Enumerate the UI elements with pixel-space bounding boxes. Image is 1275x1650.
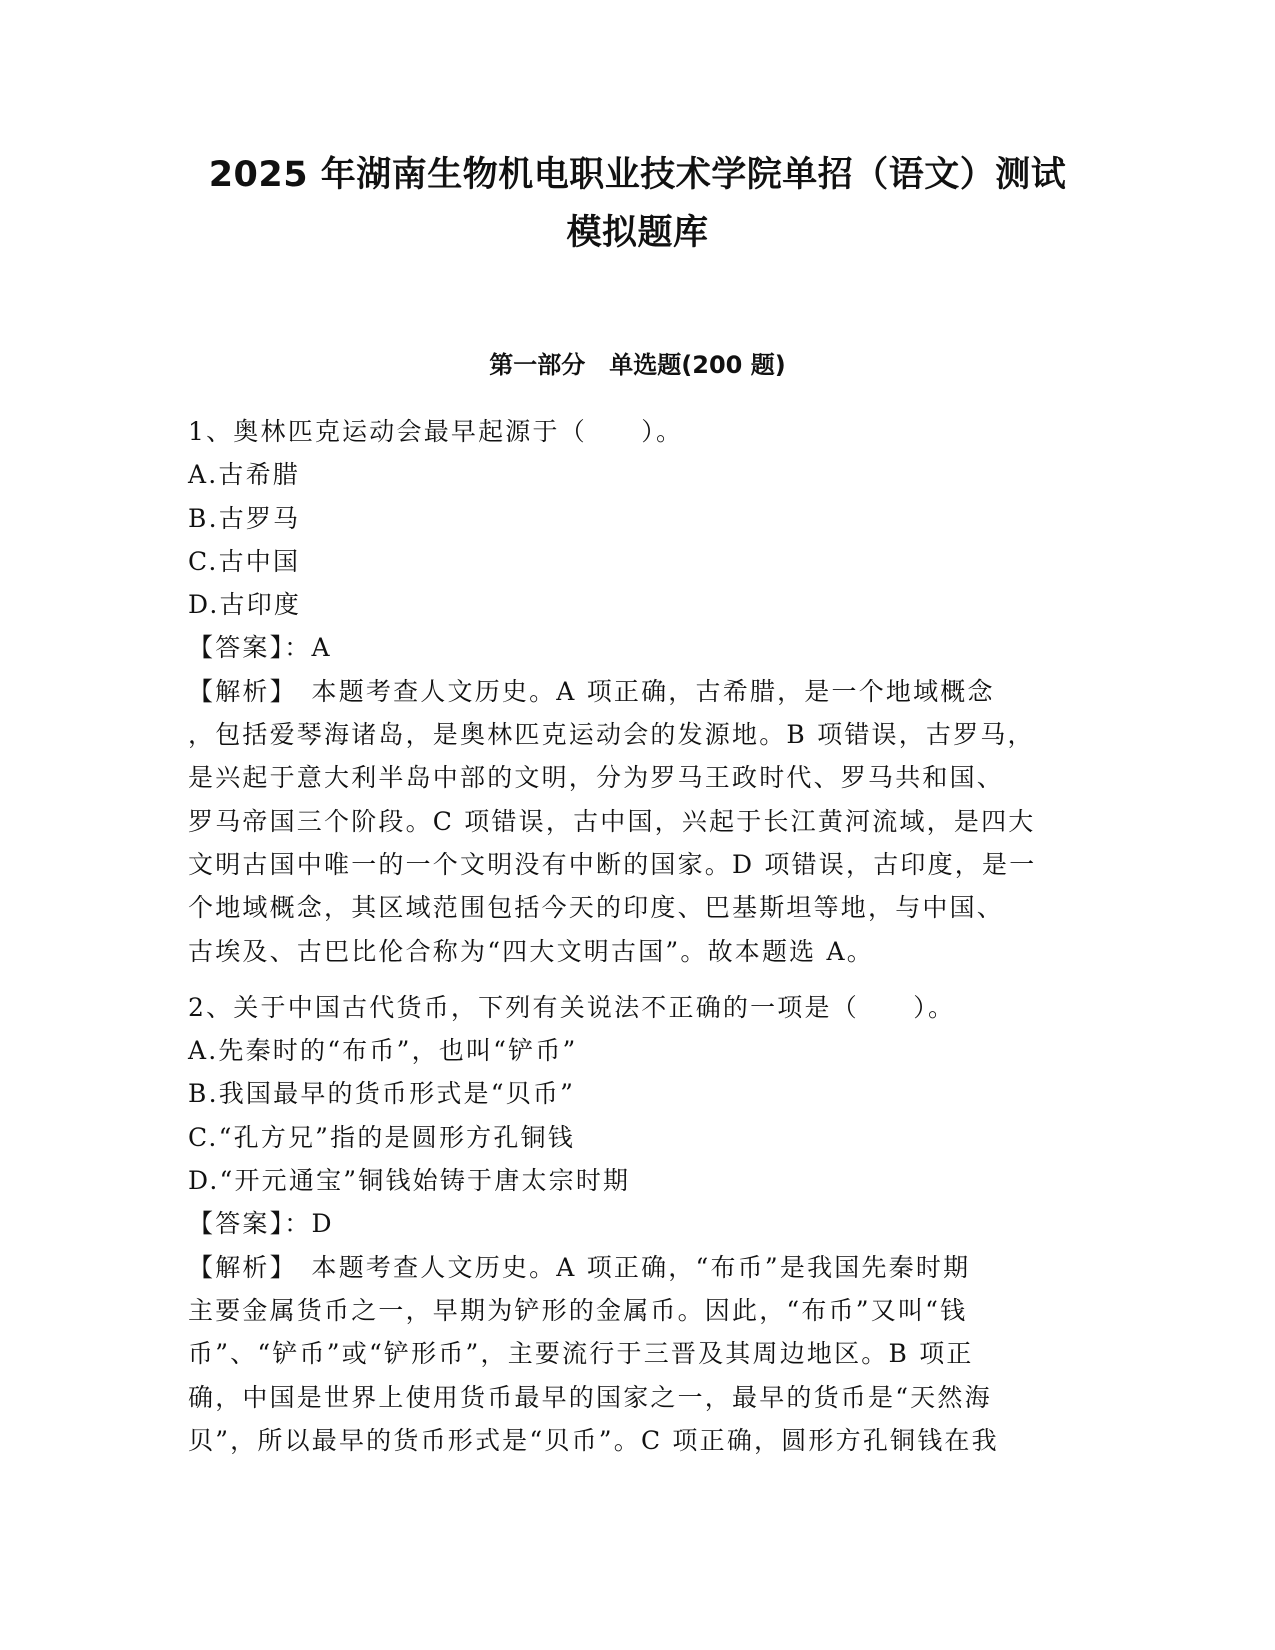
explanation-line: 【解析】 本题考查人文历史。A 项正确，古希腊，是一个地域概念: [188, 676, 995, 706]
explanation-line: 【解析】 本题考查人文历史。A 项正确，“布币”是我国先秦时期: [188, 1252, 971, 1282]
document-title-line-1: 2025 年湖南生物机电职业技术学院单招（语文）测试: [208, 155, 1067, 195]
explanation-line: 文明古国中唯一的一个文明没有中断的国家。D 项错误，古印度，是一: [188, 849, 1037, 879]
option-b: B.古罗马: [188, 503, 301, 533]
explanation-line: 个地域概念，其区域范围包括今天的印度、巴基斯坦等地，与中国、: [188, 893, 1005, 923]
question-2: [188, 986, 1093, 1462]
option-c: C.古中国: [188, 546, 301, 576]
explanation-line: 贝”，所以最早的货币形式是“贝币”。C 项正确，圆形方孔铜钱在我: [188, 1425, 999, 1455]
option-a: A.先秦时的“布币”，也叫“铲币”: [188, 1036, 578, 1066]
explanation-line: 是兴起于意大利半岛中部的文明，分为罗马王政时代、罗马共和国、: [188, 763, 1005, 793]
answer: 【答案】：A: [188, 633, 332, 663]
document-title: [150, 146, 1125, 262]
explanation-line: 主要金属货币之一，早期为铲形的金属币。因此，“布币”又叫“钱: [188, 1295, 968, 1325]
explanation-line: 币”、“铲币”或“铲形币”，主要流行于三晋及其周边地区。B 项正: [188, 1339, 974, 1369]
question-stem: 2、关于中国古代货币，下列有关说法不正确的一项是（ ）。: [188, 992, 956, 1022]
question-list: [188, 410, 1093, 1475]
explanation-line: 罗马帝国三个阶段。C 项错误，古中国，兴起于长江黄河流域，是四大: [188, 806, 1036, 836]
question-1: [188, 410, 1093, 973]
option-a: A.古希腊: [188, 460, 301, 490]
option-b: B.我国最早的货币形式是“贝币”: [188, 1079, 576, 1109]
answer: 【答案】：D: [188, 1209, 334, 1239]
section-heading: 第一部分 单选题(200 题): [489, 351, 786, 379]
explanation: [188, 1246, 1093, 1462]
explanation-line: 古埃及、古巴比伦合称为“四大文明古国”。故本题选 A。: [188, 936, 874, 966]
option-d: D.“开元通宝”铜钱始铸于唐太宗时期: [188, 1166, 631, 1196]
document-title-line-2: 模拟题库: [566, 213, 709, 253]
explanation: [188, 670, 1093, 973]
option-c: C.“孔方兄”指的是圆形方孔铜钱: [188, 1122, 575, 1152]
option-d: D.古印度: [188, 590, 302, 620]
explanation-line: ，包括爱琴海诸岛，是奥林匹克运动会的发源地。B 项错误，古罗马，: [188, 720, 1035, 750]
explanation-line: 确，中国是世界上使用货币最早的国家之一，最早的货币是“天然海: [188, 1382, 992, 1412]
question-stem: 1、奥林匹克运动会最早起源于（ ）。: [188, 417, 684, 446]
